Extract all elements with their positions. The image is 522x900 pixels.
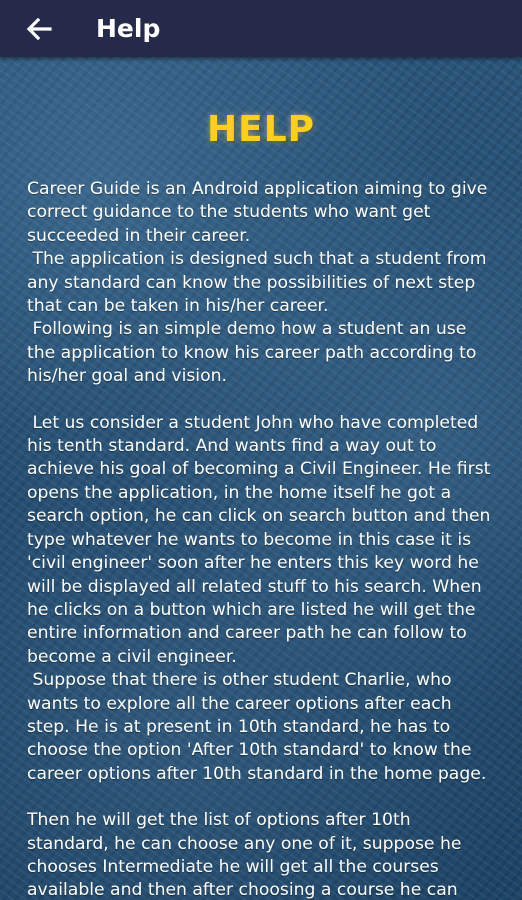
arrow-left-icon (26, 18, 52, 40)
help-heading: HELP (206, 109, 316, 150)
help-paragraph-continued: Then he will get the list of options after 10th standard, he can choose any one of it, suppose he chooses Intermediate he will get all the courses available and then after choosing a course he can (27, 810, 467, 900)
help-paragraph-example: Let us consider a student John who have completed his tenth standard. And wants find a way out to achieve his goal of becoming a Civil Engineer. He first opens the application, in the home itself he got a search option, he can click on search button and then type whatever he wants to become in this case it is 'civil engineer' soon after he enters this key word he will be displayed all related stuff to his search. When he clicks on a button which are listed he will get the entire information and career path he can follow to become a civil engineer. Suppose that there is other student Charlie, who wants to explore all the career options after each step. He is at present in 10th standard, he has to choose the option 'After 10th standard' to know the career options after 10th standard in the home page. (27, 412, 491, 784)
help-content[interactable] (0, 57, 522, 900)
help-body (27, 178, 496, 900)
app-bar (0, 0, 522, 57)
back-button[interactable] (24, 14, 54, 44)
screen-title: Help (96, 14, 161, 43)
help-paragraph-intro: Career Guide is an Android application aiming to give correct guidance to the students who want get succeeded in their career. The application is designed such that a student from any standard can know the possibilities of next step that can be taken in his/her career. Following is an simple demo how a student an use the application to know his career path according to his/her goal and vision. (27, 179, 488, 387)
